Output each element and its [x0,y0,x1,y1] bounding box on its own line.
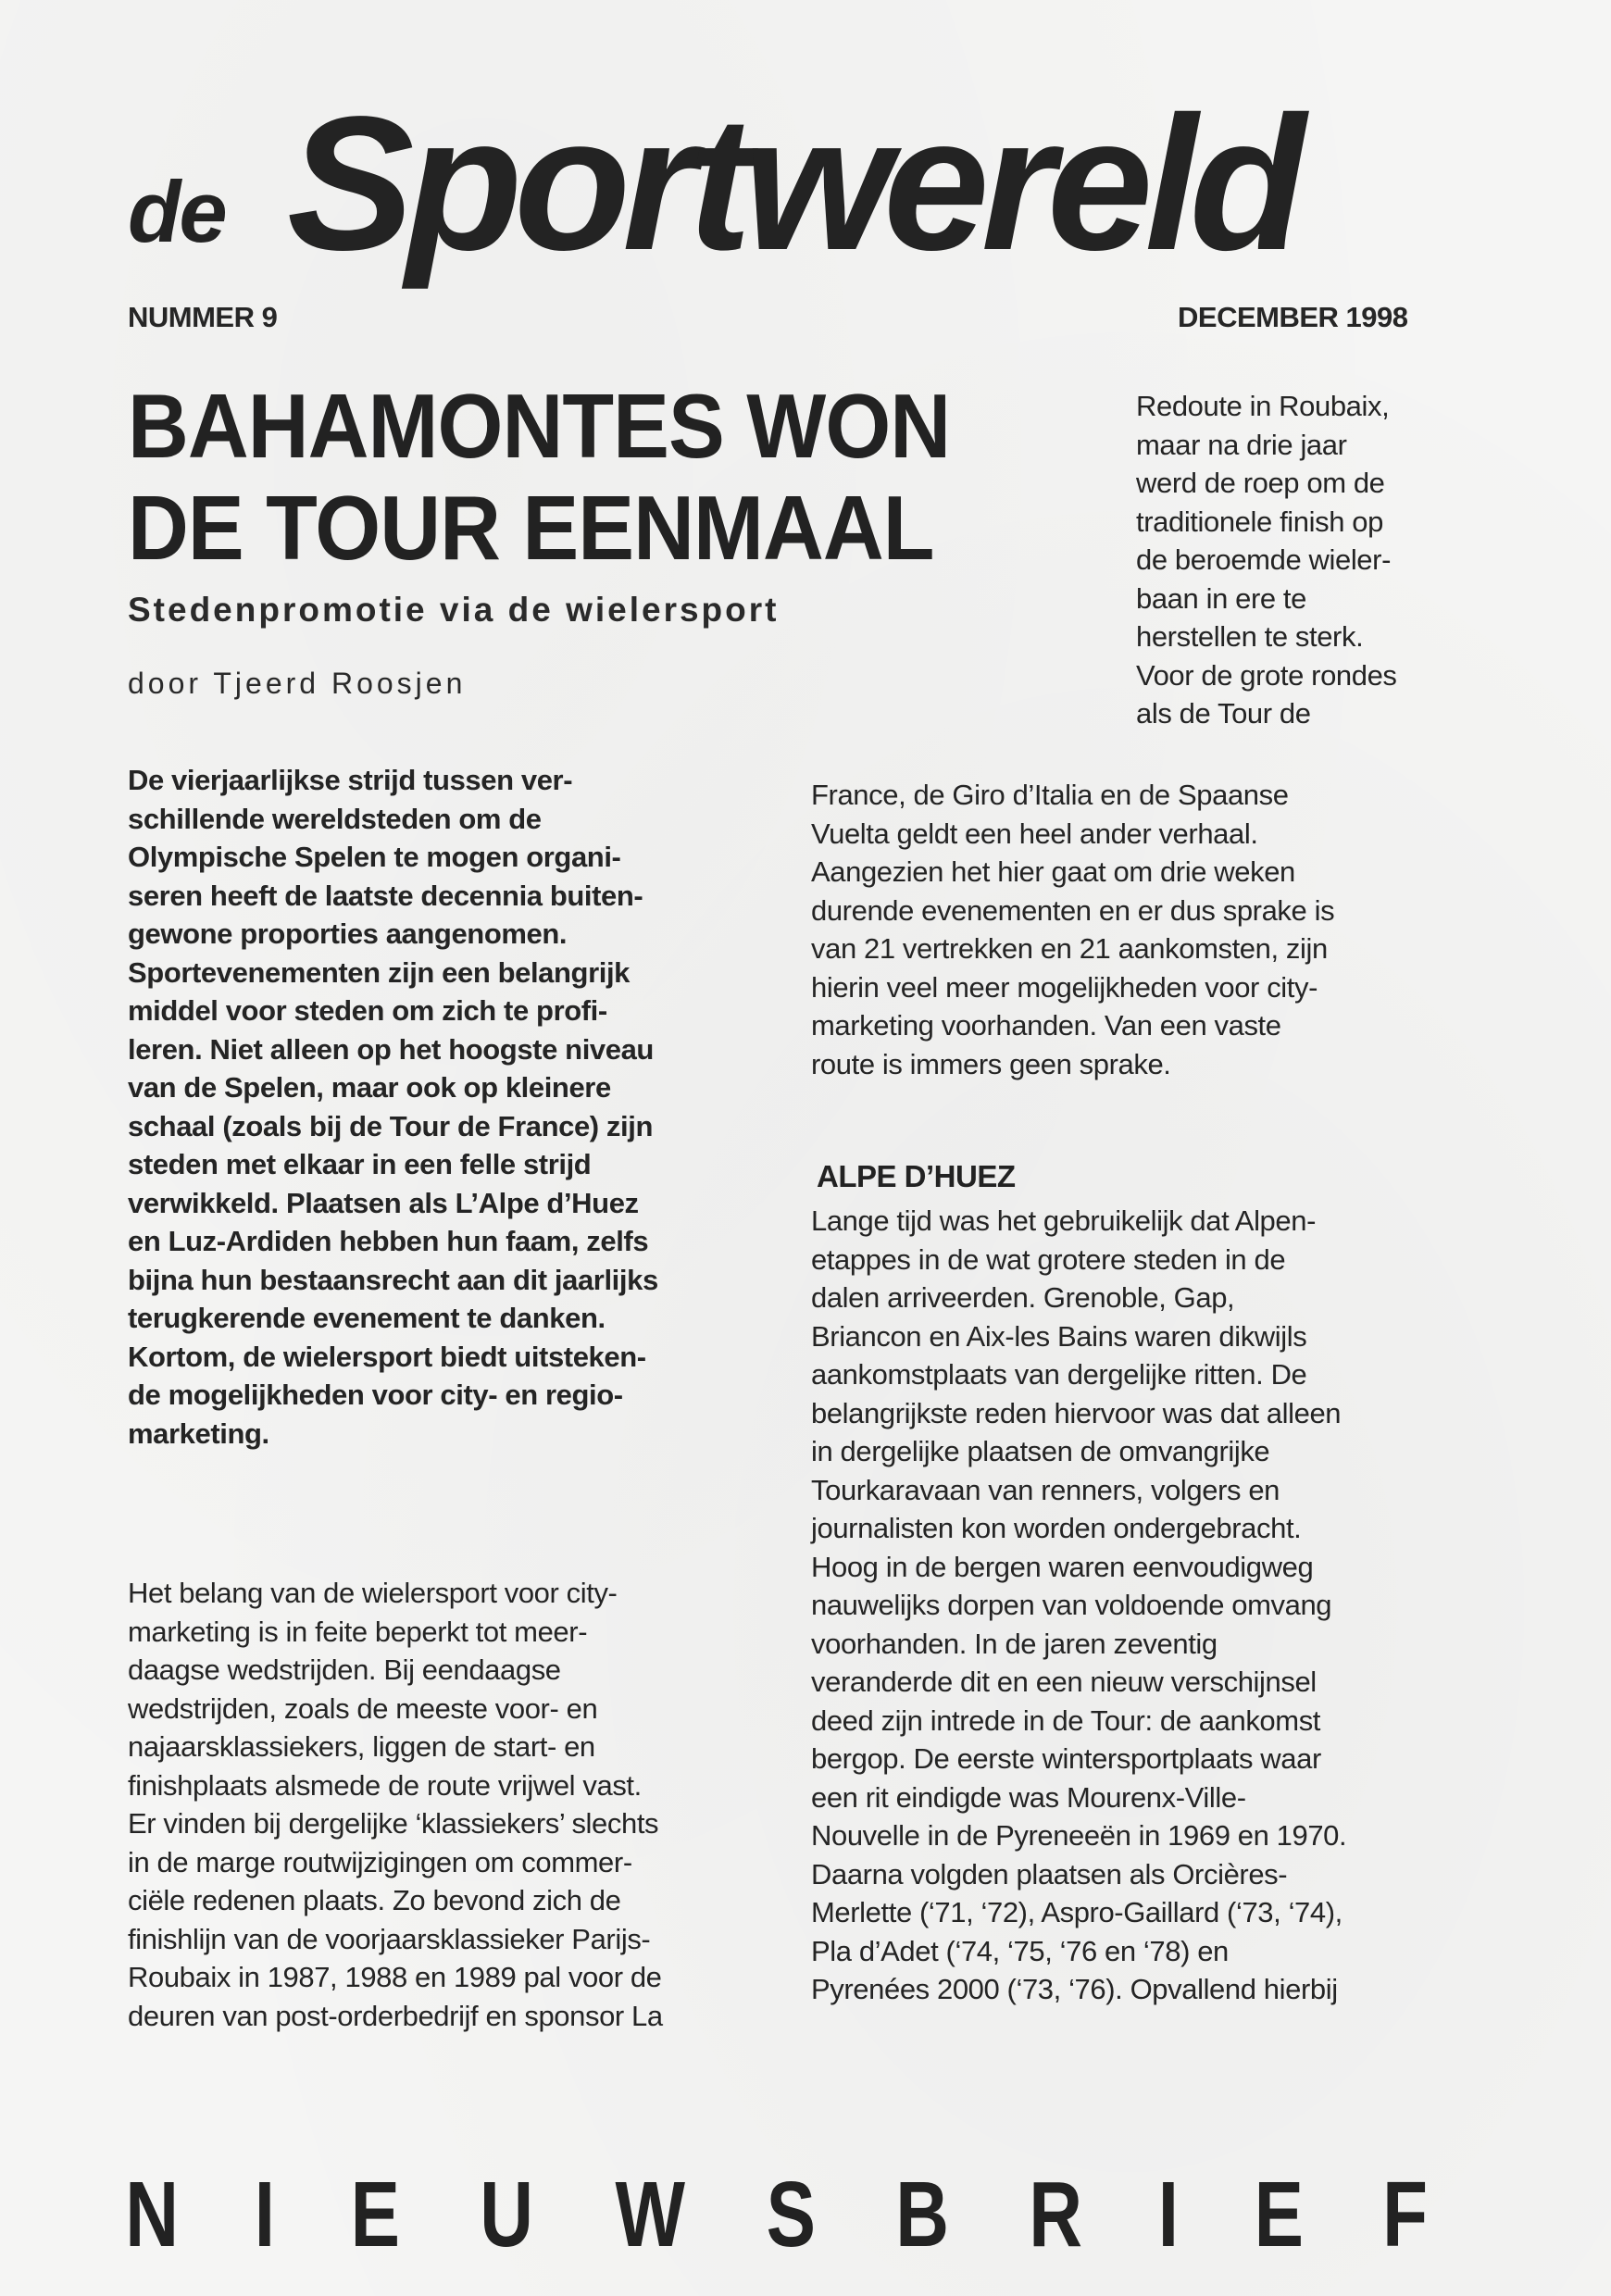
text-line: bijna hun bestaansrecht aan dit jaarlijks [128,1263,658,1296]
text-line: Tourkaravaan van renners, volgers en [811,1473,1280,1506]
text-line: terugkerende evenement te danken. [128,1302,606,1334]
text-line: Redoute in Roubaix, [1136,390,1390,422]
text-line: daagse wedstrijden. Bij eendaagse [128,1653,561,1686]
byline: door Tjeerd Roosjen [128,667,467,700]
issue-number: NUMMER 9 [128,301,278,333]
text-line: Voor de grote rondes [1136,658,1397,692]
text-line: finishplaats alsmede de route vrijwel vast. [128,1768,642,1802]
text-line: baan in ere te [1136,581,1306,615]
text-line: dalen arriveerden. Grenoble, Gap, [811,1281,1235,1314]
text-line: Nouvelle in de Pyreneeën in 1969 en 1970. [811,1819,1347,1852]
text-line: de mogelijkheden voor city- en regio- [128,1379,623,1411]
text-line: France, de Giro d’Italia en de Spaanse [811,779,1289,811]
body-right-lower [811,1202,1346,2009]
text-line: herstellen te sterk. [1136,620,1364,653]
text-line: middel voor steden om zich te profi- [128,994,607,1027]
text-line: marketing. [128,1416,269,1450]
text-line: wedstrijden, zoals de meeste voor- en [128,1691,598,1725]
headline-line: BAHAMONTES WON [128,375,951,477]
text-line: ciële redenen plaats. Zo bevond zich de [128,1884,621,1916]
text-line: marketing is in feite beperkt tot meer- [128,1615,588,1648]
text-line: als de Tour de [1136,697,1311,730]
lead-paragraph [128,761,658,1453]
text-line: Roubaix in 1987, 1988 en 1989 pal voor de [128,1961,662,1993]
section-heading: ALPE D’HUEZ [817,1159,1016,1193]
text-line: route is immers geen sprake. [811,1047,1171,1080]
text-line: marketing voorhanden. Van een vaste [811,1009,1281,1042]
text-line: voorhanden. In de jaren zeventig [811,1627,1218,1660]
footer-letter: W [615,2163,685,2266]
text-line: Vuelta geldt een heel ander verhaal. [811,817,1258,850]
footer-letter: R [1029,2163,1083,2266]
text-line: Pyrenées 2000 (‘73, ‘76). Opvallend hierbij [811,1973,1338,2005]
text-line: deed zijn intrede in de Tour: de aankomst [811,1703,1321,1737]
body-right-middle [811,776,1334,1083]
text-line: in dergelijke plaatsen de omvangrijke [811,1435,1270,1467]
text-line: Pla d’Adet (‘74, ‘75, ‘76 en ‘78) en [811,1934,1229,1967]
text-line: Daarna volgden plaatsen als Orcières- [811,1857,1288,1890]
text-line: in de marge routwijzigingen om commer- [128,1845,632,1878]
text-line: en Luz-Ardiden hebben hun faam, zelfs [128,1225,649,1257]
subtitle: Stedenpromotie via de wielersport [128,591,780,629]
text-line: een rit eindigde was Mourenx-Ville- [811,1780,1246,1814]
text-line: Sportevenementen zijn een belangrijk [128,955,631,989]
text-line: belangrijkste reden hiervoor was dat alleen [811,1396,1342,1429]
text-line: veranderde dit en een nieuw verschijnsel [811,1666,1317,1698]
text-line: Kortom, de wielersport biedt uitsteken- [128,1340,646,1373]
footer-letter: B [895,2163,949,2266]
body-left-column [128,1574,663,2035]
text-line: De vierjaarlijkse strijd tussen ver- [128,764,573,796]
text-line: steden met elkaar in een felle strijd [128,1148,592,1180]
issue-date: DECEMBER 1998 [1178,301,1408,333]
footer-letter: I [254,2163,276,2266]
footer-letter: U [479,2163,533,2266]
text-line: Lange tijd was het gebruikelijk dat Alpen- [811,1204,1316,1237]
footer-letter: S [766,2163,817,2266]
body-right-top [1136,387,1397,733]
text-line: Hoog in de bergen waren eenvoudigweg [811,1550,1314,1583]
footer-letter: F [1381,2163,1428,2266]
footer-nieuwsbrief [119,2162,1433,2268]
masthead-prefix: de [128,163,226,260]
headline-line: DE TOUR EENMAAL [128,477,934,579]
text-line: journalisten kon worden ondergebracht. [811,1512,1302,1544]
headline [128,375,1057,579]
text-line: schillende wereldsteden om de [128,802,542,835]
text-line: van 21 vertrekken en 21 aankomsten, zijn [811,932,1328,965]
text-line: etappes in de wat grotere steden in de [811,1242,1286,1276]
text-line: durende evenementen en er dus sprake is [811,893,1335,927]
text-line: leren. Niet alleen op het hoogste niveau [128,1032,654,1066]
text-line: Er vinden bij dergelijke ‘klassiekers’ slechts [128,1807,659,1840]
text-line: Merlette (‘71, ‘72), Aspro-Gaillard (‘73, ‘74), [811,1896,1342,1928]
text-line: deuren van post-orderbedrijf en sponsor La [128,1999,663,2032]
text-line: najaarsklassiekers, liggen de start- en [128,1730,595,1763]
text-line: hierin veel meer mogelijkheden voor city- [811,970,1318,1004]
footer-letter: E [350,2163,401,2266]
masthead-title: Sportwereld [287,77,1298,290]
text-line: gewone proporties aangenomen. [128,917,568,950]
text-line: werd de roep om de [1136,467,1385,499]
text-line: bergop. De eerste wintersportplaats waar [811,1742,1321,1775]
text-line: finishlijn van de voorjaarsklassieker Parijs- [128,1922,651,1955]
text-line: verwikkeld. Plaatsen als L’Alpe d’Huez [128,1186,639,1219]
footer-letter: E [1254,2163,1305,2266]
text-line: aankomstplaats van dergelijke ritten. De [811,1358,1307,1391]
footer-letter: I [1158,2163,1180,2266]
text-line: Aangezien het hier gaat om drie weken [811,855,1295,888]
text-line: Olympische Spelen te mogen organi- [128,841,621,873]
text-line: Briancon en Aix-les Bains waren dikwijls [811,1319,1307,1353]
text-line: nauwelijks dorpen van voldoende omvang [811,1589,1332,1621]
text-line: de beroemde wieler- [1136,543,1391,576]
text-line: seren heeft de laatste decennia buiten- [128,879,643,912]
text-line: van de Spelen, maar ook op kleinere [128,1071,611,1104]
text-line: maar na drie jaar [1136,428,1347,461]
text-line: Het belang van de wielersport voor city- [128,1577,618,1609]
text-line: traditionele finish op [1136,505,1383,538]
text-line: schaal (zoals bij de Tour de France) zijn [128,1109,653,1142]
footer-letter: N [125,2163,179,2266]
